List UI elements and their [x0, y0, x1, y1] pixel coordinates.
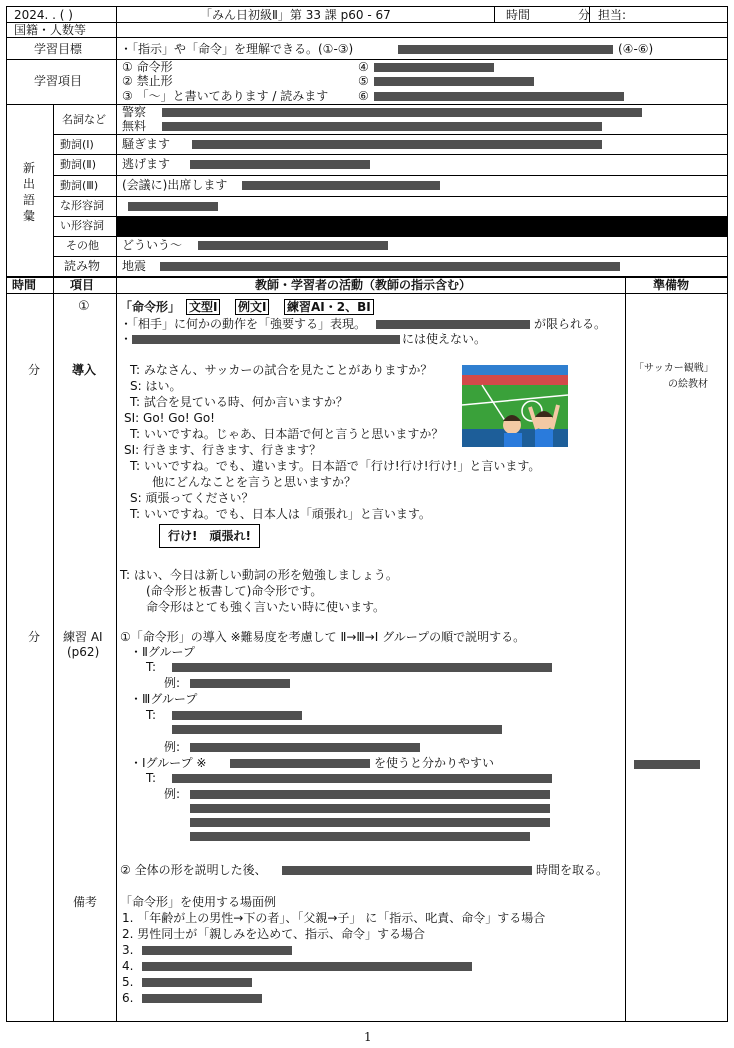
ex-label: 例: [164, 676, 181, 690]
item-6-num: ⑥ [358, 89, 369, 103]
ex-label: 例: [164, 740, 181, 754]
group-1-end: を使うと分かりやすい [374, 756, 495, 770]
usage-item: 5. [122, 975, 134, 989]
redacted-block [398, 45, 613, 54]
vocab-words: 警察 [122, 105, 147, 119]
vocab-cat: 読み物 [64, 259, 101, 273]
group-3: ・Ⅲグループ [130, 692, 198, 706]
redacted-block [190, 679, 290, 688]
soccer-illustration [462, 365, 568, 447]
redacted-block [160, 262, 620, 271]
dialogue-line: S: はい。 [130, 379, 182, 393]
dialogue-line: T: 試合を見ている時、何か言いますか？ [130, 395, 348, 409]
usage-item: 6. [122, 991, 134, 1005]
redacted-block [142, 962, 472, 971]
item-3: ③ 「～」と書いてあります / 読みます [122, 89, 329, 103]
dialogue-line: SⅠ: Go! Go! Go! [124, 411, 215, 425]
goals-text: ・「指示」や「命令」を理解できる。(①-③) [120, 42, 354, 56]
redacted-block [282, 866, 532, 875]
redacted-block [172, 663, 552, 672]
redacted-block [142, 994, 262, 1003]
redacted-block [190, 743, 420, 752]
goals-label: 学習目標 [34, 42, 83, 56]
redacted-block [198, 241, 388, 250]
activity-line-1: ・「相手」に何かの動作を「強要する」表現。 [120, 317, 367, 331]
redacted-block [172, 774, 552, 783]
redacted-block [172, 725, 502, 734]
boxed-phrase: 行け! 頑張れ! [159, 524, 260, 548]
step-2-line: ② 全体の形を説明した後、 [120, 863, 267, 877]
prep-line-2: の絵教材 [668, 379, 708, 390]
goals-text-end: (④-⑥) [618, 42, 654, 56]
redacted-block [132, 335, 400, 344]
frame-left [6, 6, 7, 1022]
page-number: 1 [364, 1030, 372, 1044]
nationality-label: 国籍・人数等 [14, 23, 87, 37]
activity-line-2-end: には使えない。 [402, 332, 487, 346]
vocab-cat: い形容詞 [60, 219, 104, 232]
dialogue-line: SⅠ: 行きます、行きます、行きます？ [124, 443, 322, 457]
redacted-block [192, 140, 602, 149]
date: 2024. . ( ) [14, 8, 73, 22]
redacted-block [190, 818, 550, 827]
intro-label: 導入 [72, 363, 97, 377]
redacted-block [172, 711, 302, 720]
practice-page: (p62) [67, 645, 100, 659]
bullet: ・ [120, 332, 133, 346]
practice-label: 練習 AⅠ [63, 630, 103, 644]
col-activity: 教師・学習者の活動（教師の指示含む） [255, 278, 472, 292]
vocab-words: 地震 [122, 259, 147, 273]
redacted-block [190, 832, 530, 841]
usage-title: 「命令形」を使用する場面例 [120, 895, 277, 909]
group-1: ・Ⅰグループ ※ [130, 756, 207, 770]
activity-line-1-end: が限られる。 [534, 317, 607, 331]
item-2: ② 禁止形 [122, 74, 173, 88]
t-label: T: [146, 771, 157, 785]
tag-1: 文型Ⅰ [186, 299, 220, 315]
time-1: 分 [28, 363, 41, 377]
item-5-num: ⑤ [358, 74, 369, 88]
minutes-label: 分 [578, 8, 591, 22]
activity-heading: 「命令形」 [120, 300, 181, 314]
redacted-block [374, 63, 494, 72]
item-4-num: ④ [358, 60, 369, 74]
redacted-block [162, 108, 642, 117]
vocab-cat: 動詞(Ⅰ) [60, 138, 94, 151]
t-label: T: [146, 708, 157, 722]
item-1: ① 命令形 [122, 60, 173, 74]
time-label: 時間 [506, 8, 531, 22]
teacher-line: 命令形はとても強く言いたい時に使います。 [146, 600, 386, 614]
redacted-block [374, 92, 624, 101]
redacted-block [142, 946, 292, 955]
ex-label: 例: [164, 787, 181, 801]
redacted-block [142, 978, 252, 987]
dialogue-line: T: いいですね。でも、違います。日本語で「行け!行け!行け!」と言います。 [130, 459, 541, 473]
frame-top [6, 6, 728, 7]
vocab-words: 無料 [122, 119, 147, 133]
notes-label: 備考 [73, 895, 98, 909]
col-item: 項目 [70, 278, 95, 292]
frame-bottom [6, 1021, 728, 1022]
vocab-cat: 動詞(Ⅲ) [60, 179, 99, 192]
teacher-line: (命令形と板書して)命令形です。 [146, 584, 323, 598]
redacted-block [230, 759, 370, 768]
items-label: 学習項目 [34, 74, 83, 88]
redacted-block [376, 320, 530, 329]
redacted-block [634, 760, 700, 769]
dialogue-line: S: 頑張ってください？ [130, 491, 254, 505]
step-2-end: 時間を取る。 [536, 863, 609, 877]
col-prep: 準備物 [653, 278, 690, 292]
intro-explanation: ①「命令形」の導入 ※難易度を考慮して Ⅱ→Ⅲ→Ⅰ グループの順で説明する。 [120, 630, 526, 644]
step-number: ① [78, 299, 90, 314]
prep-line-1: 「サッカー観戦」 [634, 363, 714, 374]
vocab-cat: な形容詞 [60, 199, 104, 212]
redacted-block [242, 181, 440, 190]
course-title: 「みん日初級Ⅱ」第 33 課 p60 - 67 [200, 8, 391, 22]
vocab-words: (会議に)出席します [122, 178, 228, 192]
usage-item: 1. 「年齢が上の男性→下の者」、「父親→子」 に「指示、叱責、命令」する場合 [122, 911, 546, 925]
usage-item: 2. 男性同士が「親しみを込めて、指示、命令」する場合 [122, 927, 426, 941]
teacher-line: T: はい、今日は新しい動詞の形を勉強しましょう。 [120, 568, 398, 582]
frame-right [727, 6, 728, 1022]
tag-2: 例文Ⅰ [235, 299, 269, 315]
redacted-block [190, 160, 370, 169]
vocab-cat: 動詞(Ⅱ) [60, 158, 96, 171]
t-label: T: [146, 660, 157, 674]
redacted-bar [117, 217, 727, 236]
time-2: 分 [28, 630, 41, 644]
vocab-words: 逃げます [122, 157, 171, 171]
teacher-label: 担当: [598, 8, 627, 22]
redacted-block [162, 122, 602, 131]
usage-item: 3. [122, 943, 134, 957]
col-time: 時間 [12, 278, 37, 292]
vocab-words: 騒ぎます [122, 137, 171, 151]
vocab-label: 新出語彙 [22, 161, 35, 223]
dialogue-line: T: みなさん、サッカーの試合を見たことがありますか？ [130, 363, 433, 377]
redacted-block [374, 77, 534, 86]
vocab-cat: その他 [66, 239, 99, 252]
group-2: ・Ⅱグループ [130, 645, 195, 659]
tag-3: 練習AⅠ・2、BⅠ [284, 299, 374, 315]
redacted-block [190, 790, 550, 799]
vocab-words: どういう～ [122, 238, 183, 252]
redacted-block [190, 804, 550, 813]
redacted-block [128, 202, 218, 211]
vocab-cat: 名詞など [62, 113, 106, 126]
dialogue-line: T: いいですね。じゃあ、日本語で何と言うと思いますか？ [130, 427, 444, 441]
usage-item: 4. [122, 959, 134, 973]
dialogue-line: 他にどんなことを言うと思いますか？ [152, 475, 357, 489]
dialogue-line: T: いいですね。でも、日本人は「頑張れ」と言います。 [130, 507, 431, 521]
